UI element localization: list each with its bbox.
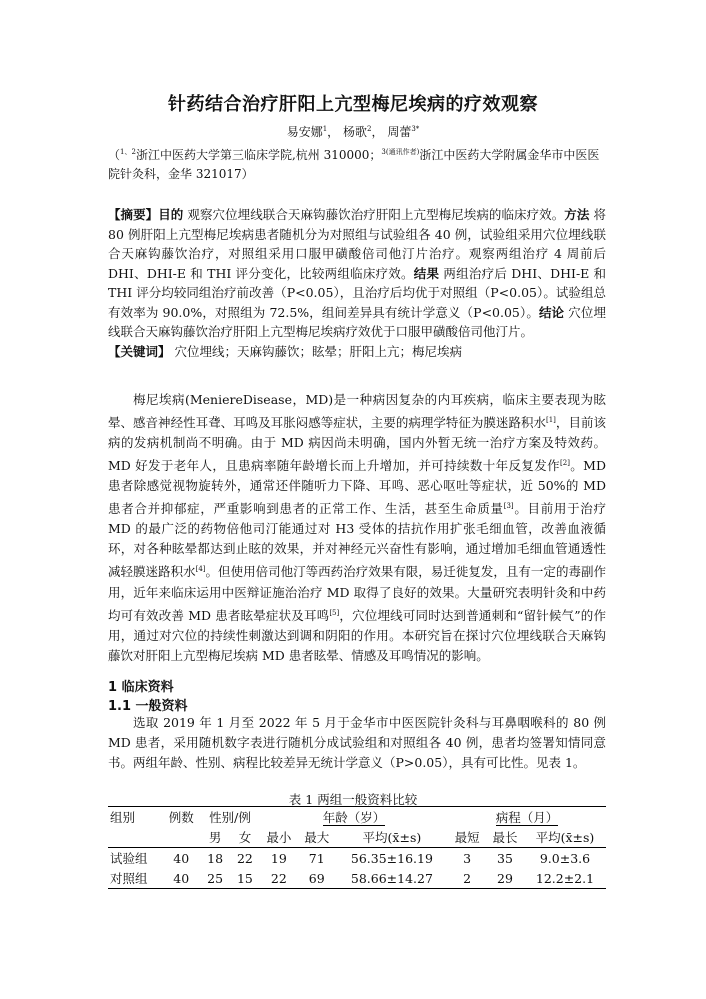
table-cell: 29: [486, 868, 524, 889]
table-cell: 对照组: [108, 868, 162, 889]
abstract-paragraph: [108, 205, 606, 342]
table-cell: 15: [230, 868, 260, 889]
empty-cell: [108, 827, 162, 848]
abstract-label: 【摘要】: [108, 207, 159, 222]
subheader-cell: 最长: [492, 830, 518, 845]
table-cell: 25: [200, 868, 230, 889]
author-name: 杨歌: [343, 125, 368, 139]
abstract: [108, 205, 606, 361]
subheader-cell: 最短: [454, 830, 480, 845]
section-heading: 1 临床资料: [108, 680, 174, 695]
author-name: 周蕾: [387, 125, 412, 139]
intro-text: 梅尼埃病(MeniereDisease，MD)是一种病因复杂的内耳疾病，临床主要表现为眩晕、感音神经性耳聋、耳鸣及耳胀闷感等症状，主要的病理学特征为膜迷路积水: [108, 392, 606, 431]
introduction: [108, 390, 606, 666]
header-sex: 性别/例: [200, 807, 260, 828]
affiliation: [108, 143, 606, 184]
empty-cell: [162, 827, 200, 848]
citation: [4]: [195, 565, 206, 574]
general-data-section: [108, 713, 606, 773]
table-cell: 22: [260, 868, 298, 889]
intro-text: ，目前该病的发病机制尚不明确。由于 MD 病因尚未明确，国内外暂无统一治疗方案及特效药。MD 好发于老年人，且患病率随年龄增长而上升增加，并可持续数十年反复发作: [108, 415, 606, 474]
intro-text: 。MD 患者除感觉视物旋转外，通常还伴随听力下降、耳鸣、恶心呕吐等症状，近 50%的 MD 患者合并抑郁症，严重影响到患者的正常工作、生活，甚至生命质量: [108, 458, 607, 517]
citation: [2]: [560, 459, 570, 468]
table-cell: 12.2±2.1: [524, 868, 606, 889]
table-cell: 19: [260, 848, 298, 869]
table-row: [108, 848, 606, 869]
header-course-label: 病程（月）: [495, 810, 559, 825]
table-cell: 2: [448, 868, 486, 889]
affiliation-text: 浙江中医药大学附属金华市中医医院针灸科，金华 321017）: [108, 148, 600, 181]
table-caption: 表 1 两组一般资料比较: [288, 792, 418, 807]
citation: [3]: [503, 502, 514, 511]
subheader-cell: 女: [238, 830, 252, 845]
table-cell: 58.66±14.27: [336, 868, 448, 889]
author-name: 易安娜: [286, 125, 323, 139]
table-cell: 3: [448, 848, 486, 869]
header-age: [260, 807, 448, 828]
results-text: 两组治疗后 DHI、DHI-E 和 THI 评分均较同组治疗前改善（P<0.05），且治疗后均优于对照组（P<0.05）。试验组总有效率为 90.0%，对照组为 72.5%，组间差异具有统计学意义（P<0.05）。: [108, 265, 606, 320]
table-cell: 69: [298, 868, 336, 889]
table-cell: 22: [230, 848, 260, 869]
affiliation-bracket: （: [108, 148, 121, 162]
intro-text: 。目前用于治疗 MD 的最广泛的药物倍他司汀能通过对 H3 受体的拮抗作用扩张毛细血管，改善血液循环，对各种眩晕都达到止眩的效果，并对神经元兴奋性有影响，通过增加毛细血管通透性减轻膜迷路积水: [108, 501, 606, 580]
table-cell: 71: [298, 848, 336, 869]
keywords: [108, 342, 606, 362]
subheader-cell: 男: [208, 830, 222, 845]
results-label: 结果: [413, 265, 440, 281]
author-affiliation-mark: 1: [322, 125, 328, 133]
author-affiliation-mark: 3*: [411, 125, 420, 133]
table-subheader-row: [108, 827, 606, 848]
subheader-cell: 最大: [304, 830, 330, 845]
header-group: 组别: [108, 807, 162, 828]
affiliation-text: 浙江中医药大学第三临床学院,杭州 310000；: [135, 148, 382, 162]
subsection-heading: 1.1 一般资料: [108, 699, 188, 714]
header-course: [448, 807, 606, 828]
keywords-label: 【关键词】: [108, 343, 171, 359]
header-age-label: 年龄（岁）: [322, 810, 386, 825]
author-affiliation-mark: 2: [367, 125, 372, 133]
citation: [5]: [329, 608, 340, 617]
table-cell: 18: [200, 848, 230, 869]
table-row: [108, 868, 606, 889]
affiliation-mark: 3(通讯作者): [381, 148, 420, 156]
subheader-cell: 平均(x̄±s): [362, 830, 422, 845]
table-cell: 40: [162, 868, 200, 889]
header-cases: 例数: [162, 807, 200, 828]
methods-text: 将 80 例肝阳上亢型梅尼埃病患者随机分为对照组与试验组各 40 例，试验组采用穴位埋线联合天麻钩藤饮治疗，对照组采用口服甲磺酸倍司他汀片治疗。观察两组治疗 4 周前后 DHI、DHI-E 和 THI 评分变化，比较两组临床疗效。: [108, 207, 606, 281]
methods-label: 方法: [564, 207, 590, 222]
affiliation-mark: 1、2: [120, 148, 136, 156]
intro-paragraph: [108, 390, 606, 666]
table-cell: 40: [162, 848, 200, 869]
table-cell: 试验组: [108, 848, 162, 869]
intro-text: 。但使用倍司他汀等西药治疗效果有限，易迁徙复发，且有一定的毒副作用，近年来临床运用中医辩证施治治疗 MD 取得了良好的效果。大量研究表明针灸和中药均可有效改善 MD 患者眩晕症状及耳鸣: [108, 564, 606, 623]
citation: [1]: [546, 416, 556, 424]
conclusion-label: 结论: [538, 304, 565, 320]
table-cell: 35: [486, 848, 524, 869]
intro-text: ，穴位埋线可同时达到普通刺和“留针候气”的作用，通过对穴位的持续性刺激达到调和阴阳的作用。本研究旨在探讨穴位埋线联合天麻钩藤饮对肝阳上亢型梅尼埃病 MD 患者眩晕、情感及耳鸣情况的影响。: [108, 607, 606, 663]
table-cell: 9.0±3.6: [524, 848, 606, 869]
subheader-cell: 最小: [266, 830, 292, 845]
table-header-row: [108, 807, 606, 828]
conclusion-text: 穴位埋线联合天麻钩藤饮治疗肝阳上亢型梅尼埃病疗效优于口服甲磺酸倍司他汀片。: [108, 304, 606, 339]
paper-title: 针药结合治疗肝阳上亢型梅尼埃病的疗效观察: [168, 94, 538, 115]
objective-text: 观察穴位埋线联合天麻钩藤饮治疗肝阳上亢型梅尼埃病的临床疗效。: [183, 207, 565, 222]
table-cell: 56.35±16.19: [336, 848, 448, 869]
author-list: 易安娜$^1$， 杨歌$^2$， 周蕾$^{3*}$: [286, 125, 420, 139]
subheader-cell: 平均(x̄±s): [535, 830, 595, 845]
baseline-table: [108, 806, 606, 889]
keywords-text: 穴位埋线；天麻钩藤饮；眩晕；肝阳上亢；梅尼埃病: [170, 343, 462, 359]
general-data-paragraph: 选取 2019 年 1 月至 2022 年 5 月于金华市中医医院针灸科与耳鼻咽喉科的 80 例 MD 患者，采用随机数字表进行随机分成试验组和对照组各 40 例，患者均签署知情同意书。两组年龄、性别、病程比较差异无统计学意义（P>0.05），具有可比性。见表 1。: [108, 715, 606, 770]
objective-label: 目的: [158, 207, 184, 222]
